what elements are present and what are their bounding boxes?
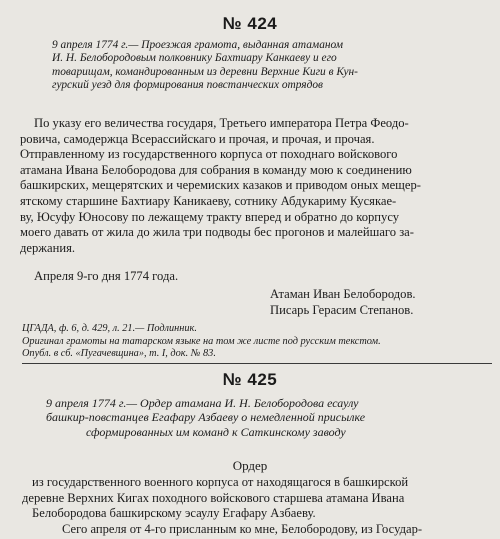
document-number-425: № 425 [222,370,278,389]
body-line: ровича, самодержца Всерассийскаго и прочая, и прочая, и прочая. [20,131,375,146]
body-line: атамана Ивана Белобородова для собрания в команду мою к соединению [20,162,412,177]
body-line: моего давать от жила до жила три подводы бес прогонов и малейшаго за- [20,225,414,240]
document-body-424 [20,116,494,256]
body-line: ву, Юсуфу Юносову по лежащему тракту вперед и обратно до корпусу [20,209,400,224]
heading-line: гурский уезд для формирования повстанческих отрядов [52,78,324,91]
heading-line: сформированных им команд к Саткинскому заводу [86,424,346,439]
body-line: Сего апреля от 4-го присланным ко мне, Белобородову, из Государ- [62,521,423,536]
section-divider [22,363,492,364]
signature-scribe: Писарь Герасим Степанов. [270,303,414,317]
body-line: Отправленному из государственного корпуса от походнаго войскового [20,147,398,162]
heading-line: товарищам, командированным из деревни Верхние Киги в Кун- [52,65,358,78]
document-heading-424 [52,39,492,92]
document-date-424: Апреля 9-го дня 1774 года. [34,269,179,283]
body-line: Белобородова башкирскому эсаулу Егафару Азбаеву. [32,506,316,521]
heading-line: башкир-повстанцев Егафару Азбаеву о немедленной присылке [46,410,366,425]
body-line: держания. [20,240,76,255]
body-line: деревне Верхних Кигах походного войскового старшева атамана Ивана [22,490,405,505]
order-title: Ордер [232,458,268,473]
heading-line: 9 апреля 1774 г.— Проезжая грамота, выданная атаманом [52,39,344,51]
signature-ataman: Атаман Иван Белобородов. [270,287,416,301]
heading-line: И. Н. Белобородовым полковнику Бахтиару Канкаеву и его [52,52,337,65]
body-line: из государственного военного корпуса от находящагося в башкирской [32,475,409,489]
document-heading-425 [46,396,486,439]
source-line: Оригинал грамоты на татарском языке на том же листе под русским текстом. [22,335,381,347]
source-line: ЦГАДА, ф. 6, д. 429, л. 21.— Подлинник. [22,323,197,334]
heading-line: 9 апреля 1774 г.— Ордер атамана И. Н. Белобородова есаулу [46,396,359,410]
source-note-424 [22,323,492,361]
source-line: Опубл. в сб. «Пугачевщина», т. I, док. № 83. [22,348,216,360]
document-number-424: № 424 [222,14,278,33]
body-line: ятскому старшине Бахтиару Каникаеву, сотнику Абдукариму Кусякае- [20,193,397,208]
body-line: башкирских, мещерятских и черемиских казаков и приводом оных мещер- [20,178,421,193]
document-body-425 [22,475,492,537]
body-line: По указу его величества государя, Третьего императора Петра Феодо- [34,116,409,130]
